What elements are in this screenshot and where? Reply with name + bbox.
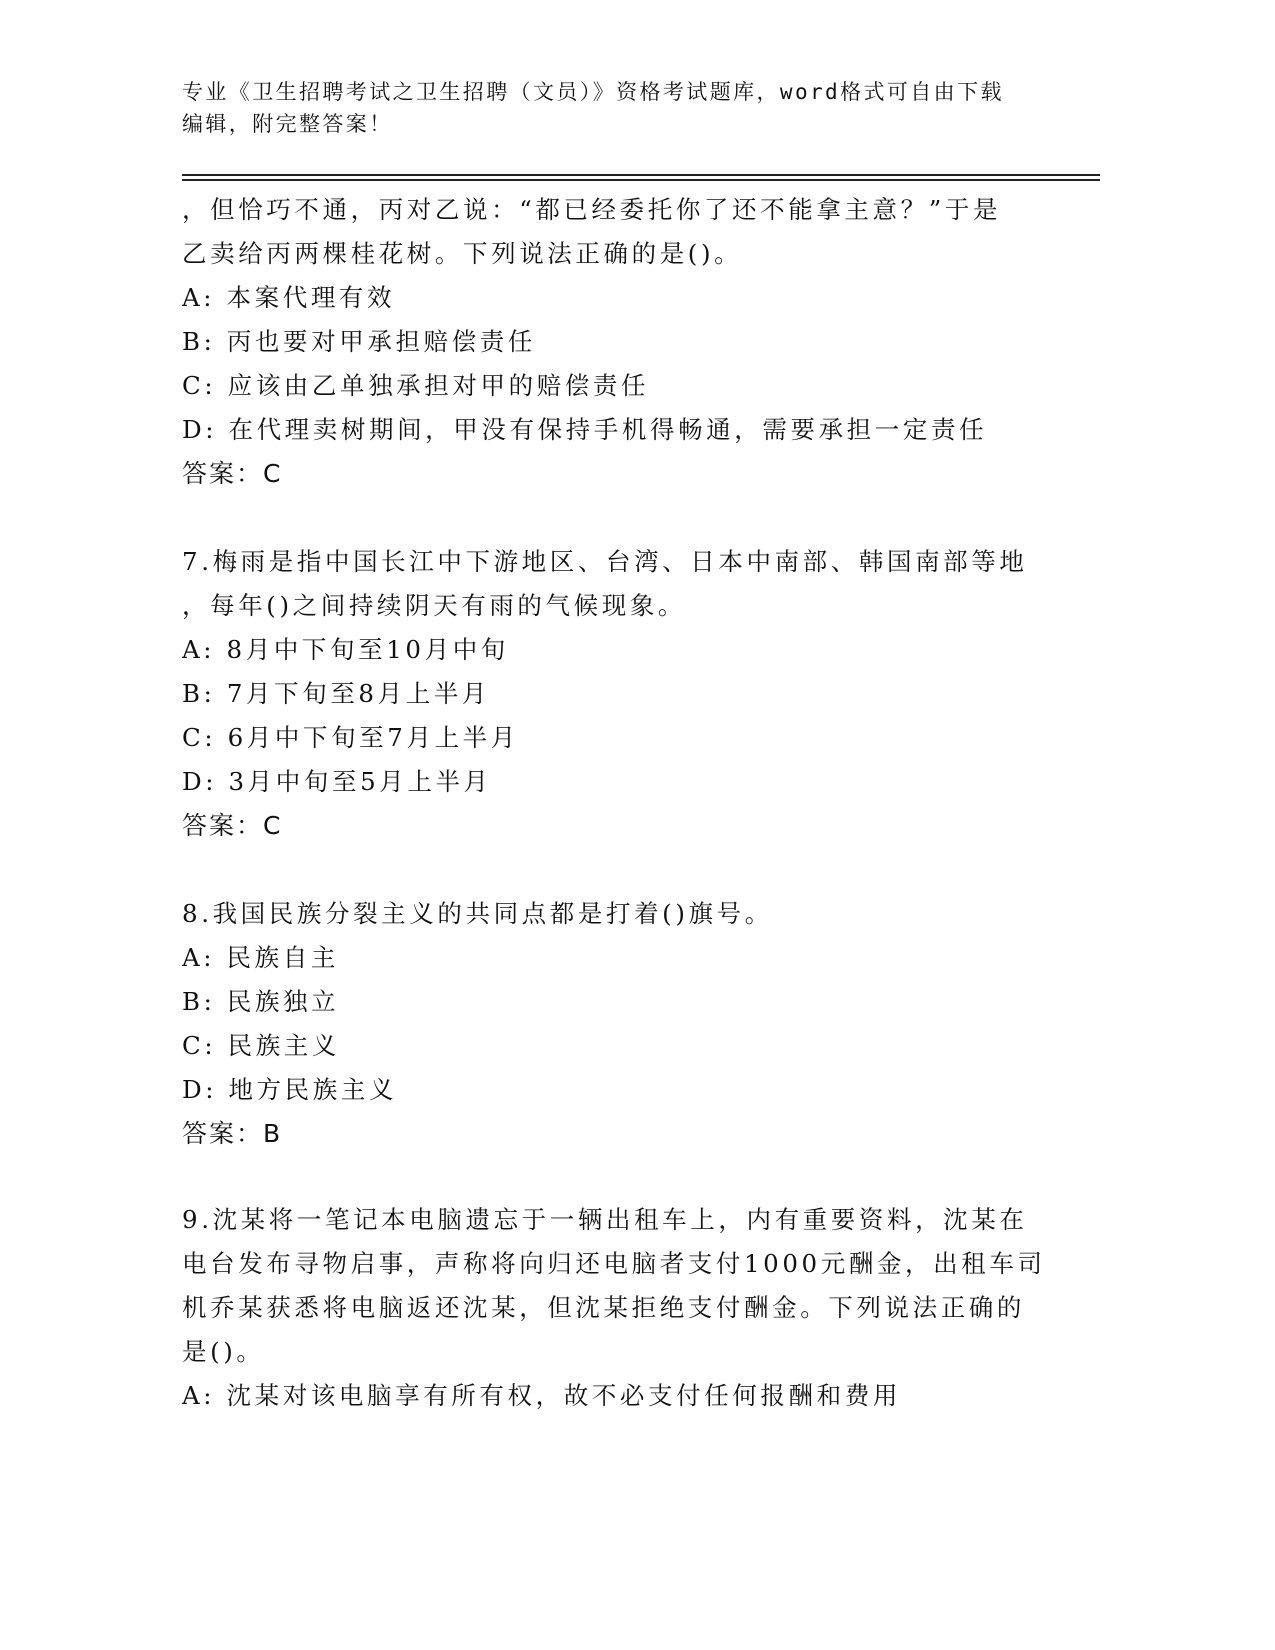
question-stem-line: ，每年()之间持续阴天有雨的气候现象。 [182, 591, 687, 620]
spacer [182, 496, 1082, 540]
option-c: C: 应该由乙单独承担对甲的赔偿责任 [182, 371, 650, 400]
question-stem-line: 8.我国民族分裂主义的共同点都是打着()旗号。 [182, 899, 773, 928]
option-b: B: 7月下旬至8月上半月 [182, 679, 491, 708]
question-stem-line: 乙卖给丙两棵桂花树。下列说法正确的是()。 [182, 239, 743, 268]
document-header [182, 76, 1082, 140]
option-a: A: 本案代理有效 [182, 283, 396, 312]
option-d: D: 在代理卖树期间，甲没有保持手机得畅通，需要承担一定责任 [182, 415, 988, 444]
question-stem-line: ，但恰巧不通，丙对乙说：“都已经委托你了还不能拿主意？”于是 [182, 195, 1002, 224]
option-a: A: 8月中下旬至10月中旬 [182, 635, 509, 664]
option-c: C: 民族主义 [182, 1031, 340, 1060]
option-d: D: 3月中旬至5月上半月 [182, 767, 492, 796]
question-stem-line: 机乔某获悉将电脑返还沈某，但沈某拒绝支付酬金。下列说法正确的 [182, 1293, 1025, 1322]
answer: 答案：C [182, 459, 283, 488]
option-c: C: 6月中下旬至7月上半月 [182, 723, 519, 752]
header-divider-top [182, 174, 1100, 176]
answer: 答案：C [182, 811, 283, 840]
question-list [182, 188, 1082, 1418]
option-a: A: 民族自主 [182, 943, 339, 972]
question-stem-line: 9.沈某将一笔记本电脑遗忘于一辆出租车上，内有重要资料，沈某在 [182, 1205, 1028, 1234]
spacer [182, 848, 1082, 892]
question-6 [182, 188, 1082, 496]
question-stem-line: 是()。 [182, 1337, 265, 1366]
header-line-1: 专业《卫生招聘考试之卫生招聘（文员）》资格考试题库，word格式可自由下载 [182, 80, 1004, 104]
option-a: A: 沈某对该电脑享有所有权，故不必支付任何报酬和费用 [182, 1381, 901, 1410]
header-divider-bottom [182, 179, 1100, 181]
question-stem-line: 7.梅雨是指中国长江中下游地区、台湾、日本中南部、韩国南部等地 [182, 547, 1028, 576]
header-line-2: 编辑，附完整答案！ [182, 112, 393, 136]
spacer [182, 1156, 1082, 1198]
answer: 答案：B [182, 1119, 283, 1148]
option-b: B: 民族独立 [182, 987, 340, 1016]
question-8 [182, 892, 1082, 1156]
question-stem-line: 电台发布寻物启事，声称将向归还电脑者支付1000元酬金，出租车司 [182, 1249, 1046, 1278]
question-9 [182, 1198, 1082, 1418]
question-7 [182, 540, 1082, 848]
option-d: D: 地方民族主义 [182, 1075, 398, 1104]
option-b: B: 丙也要对甲承担赔偿责任 [182, 327, 536, 356]
